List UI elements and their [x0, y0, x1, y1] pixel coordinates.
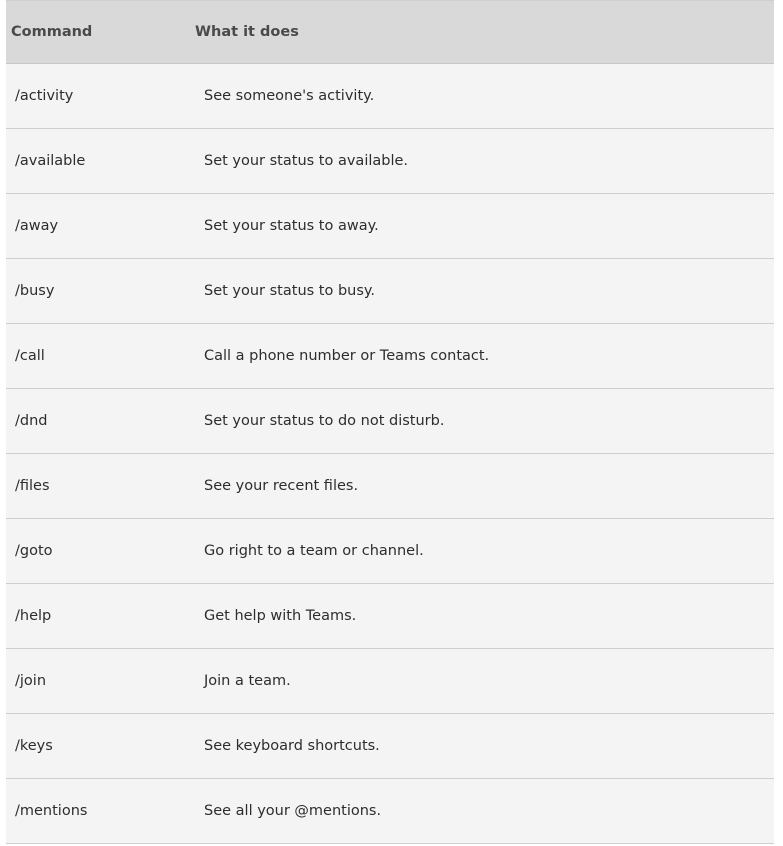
command-cell: /activity — [15, 88, 74, 104]
command-cell: /away — [15, 218, 59, 234]
column-header-description: What it does — [195, 24, 299, 40]
description-cell: Set your status to busy. — [204, 283, 376, 299]
table-row — [6, 714, 774, 779]
table-row — [6, 389, 774, 454]
command-cell: /call — [15, 348, 45, 364]
description-cell: See your recent files. — [204, 478, 359, 494]
command-cell: /files — [15, 478, 50, 494]
description-cell: See someone's activity. — [204, 88, 375, 104]
table-row — [6, 519, 774, 584]
commands-table — [6, 0, 774, 844]
table-row — [6, 779, 774, 844]
table-row — [6, 194, 774, 259]
command-cell: /busy — [15, 283, 55, 299]
table-row — [6, 454, 774, 519]
column-header-command: Command — [11, 24, 93, 40]
command-cell: /goto — [15, 543, 53, 559]
command-cell: /keys — [15, 738, 53, 754]
description-cell: Get help with Teams. — [204, 608, 357, 624]
command-cell: /available — [15, 153, 86, 169]
description-cell: Join a team. — [204, 673, 291, 689]
command-cell: /dnd — [15, 413, 48, 429]
description-cell: Set your status to away. — [204, 218, 379, 234]
table-row — [6, 584, 774, 649]
table-row — [6, 259, 774, 324]
description-cell: Call a phone number or Teams contact. — [204, 348, 490, 364]
command-cell: /help — [15, 608, 52, 624]
description-cell: Go right to a team or channel. — [204, 543, 424, 559]
description-cell: See all your @mentions. — [204, 803, 382, 819]
table-header-row — [6, 0, 774, 64]
table-row — [6, 649, 774, 714]
command-cell: /join — [15, 673, 47, 689]
table-row — [6, 129, 774, 194]
description-cell: Set your status to available. — [204, 153, 409, 169]
table-row — [6, 64, 774, 129]
description-cell: Set your status to do not disturb. — [204, 413, 445, 429]
description-cell: See keyboard shortcuts. — [204, 738, 380, 754]
table-row — [6, 324, 774, 389]
command-cell: /mentions — [15, 803, 88, 819]
